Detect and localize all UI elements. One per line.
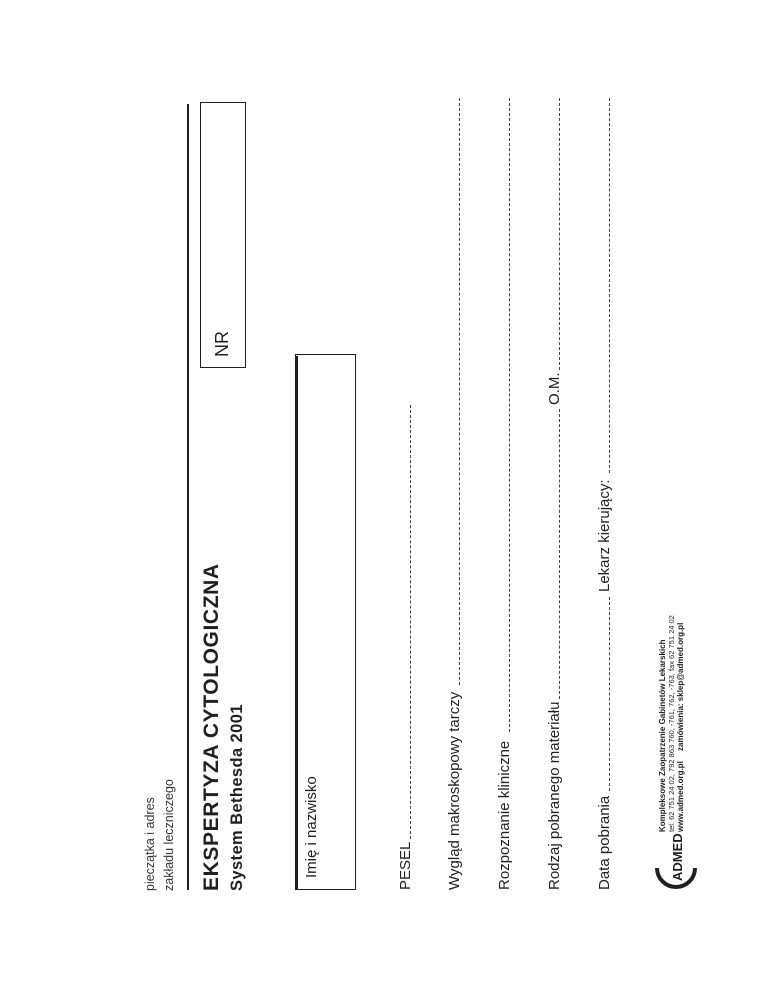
material-label: Rodzaj pobranego materiału bbox=[546, 701, 563, 890]
appearance-label: Wygląd makroskopowy tarczy bbox=[446, 691, 463, 890]
footer-orders: zamówienia: sklep@admed.org.pl bbox=[676, 622, 685, 751]
nr-label: NR bbox=[212, 331, 232, 357]
header-rule bbox=[187, 104, 189, 890]
footer-www: www.admed.org.pl bbox=[676, 761, 685, 832]
pesel-line[interactable] bbox=[410, 405, 411, 839]
diagnosis-label: Rozpoznanie kliniczne bbox=[496, 740, 513, 890]
date-line[interactable] bbox=[609, 597, 610, 791]
admed-logo bbox=[654, 834, 703, 890]
form-subtitle: System Bethesda 2001 bbox=[228, 704, 246, 891]
om-label: O.M. bbox=[546, 372, 563, 405]
pesel-label: PESEL bbox=[397, 841, 414, 890]
appearance-line[interactable] bbox=[459, 98, 460, 685]
doctor-label: Lekarz kierujący: bbox=[596, 479, 613, 592]
footer-info bbox=[658, 615, 685, 832]
stamp-label-line1: pieczątka i adres bbox=[143, 797, 157, 891]
om-line[interactable] bbox=[559, 98, 560, 370]
patient-name-label: Imię i nazwisko bbox=[303, 776, 320, 878]
diagnosis-line[interactable] bbox=[509, 98, 510, 732]
nr-box[interactable] bbox=[200, 102, 246, 368]
date-label: Data pobrania bbox=[596, 795, 613, 890]
patient-name-box-top-border bbox=[295, 356, 298, 890]
admed-logo-text: ADMED bbox=[670, 834, 685, 881]
material-line[interactable] bbox=[559, 409, 560, 699]
admed-logo-icon bbox=[654, 834, 698, 890]
patient-name-box[interactable] bbox=[295, 354, 356, 890]
footer-phones: tel. 62 751 24 02, 792 863 760, -761, 762, -763, fax 62 751 24 02 bbox=[667, 615, 676, 832]
doctor-line[interactable] bbox=[609, 98, 610, 473]
form-title: EKSPERTYZA CYTOLOGICZNA bbox=[200, 563, 223, 891]
stamp-label-line2: zakładu leczniczego bbox=[162, 779, 176, 891]
footer-company: Kompleksowe Zaopatrzenie Gabinetów Lekarskich bbox=[658, 639, 667, 832]
